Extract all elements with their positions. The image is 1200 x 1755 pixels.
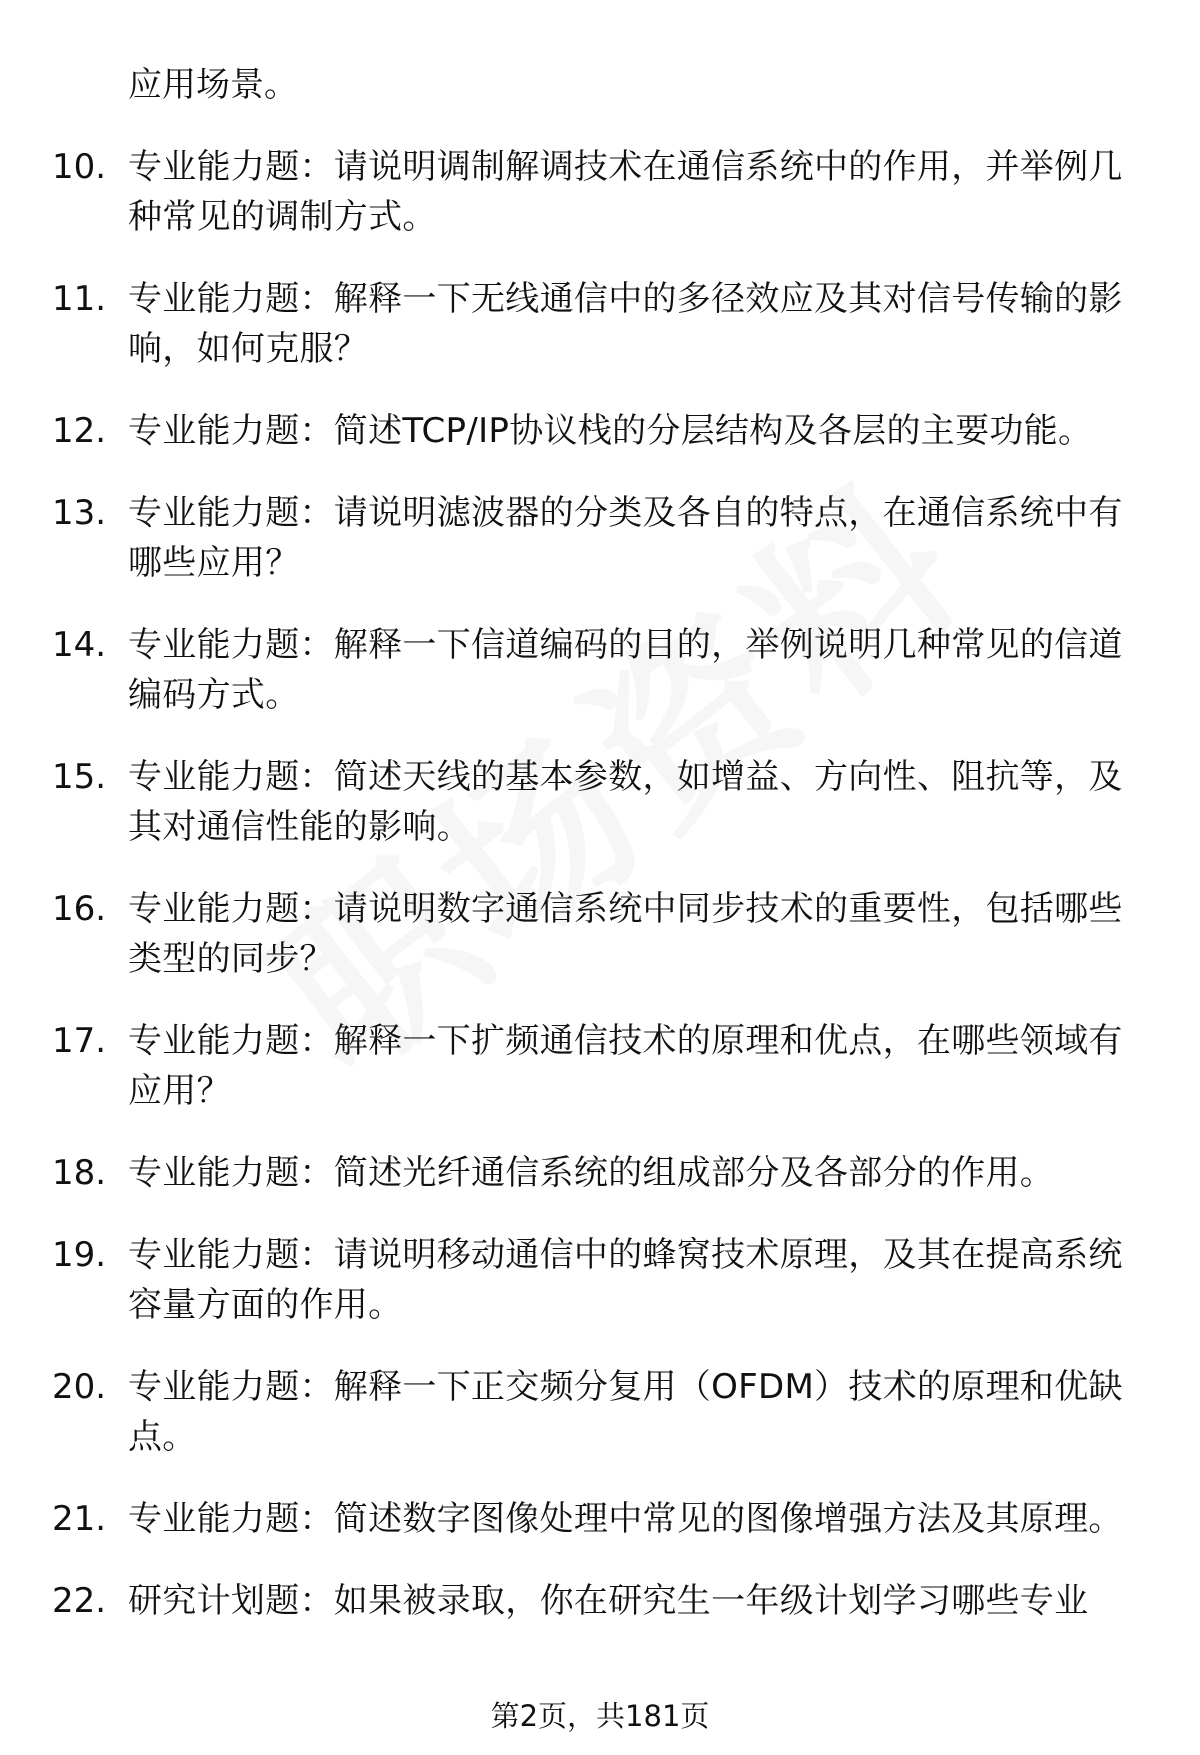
question-number: 16. — [52, 889, 107, 929]
question-text: 专业能力题：请说明调制解调技术在通信系统中的作用，并举例几种常见的调制方式。 — [128, 147, 1123, 237]
list-item — [0, 752, 1200, 852]
question-text: 研究计划题：如果被录取，你在研究生一年级计划学习哪些专业 — [128, 1581, 1089, 1621]
list-item — [0, 620, 1200, 720]
continuation-text: 应用场景。 — [128, 65, 298, 105]
list-item — [0, 274, 1200, 374]
question-text: 专业能力题：简述光纤通信系统的组成部分及各部分的作用。 — [128, 1153, 1055, 1193]
question-number: 19. — [52, 1235, 107, 1275]
list-item — [0, 884, 1200, 984]
list-item — [0, 1494, 1200, 1544]
question-number: 20. — [52, 1367, 107, 1407]
page-footer: 第2页，共181页 — [490, 1699, 710, 1733]
question-number: 14. — [52, 625, 107, 665]
question-text: 专业能力题：解释一下正交频分复用（OFDM）技术的原理和优缺点。 — [128, 1367, 1123, 1457]
question-list — [0, 142, 1200, 1658]
question-text: 专业能力题：解释一下扩频通信技术的原理和优点，在哪些领域有应用？ — [128, 1021, 1123, 1111]
question-number: 10. — [52, 147, 107, 187]
list-item — [0, 1362, 1200, 1462]
question-number: 21. — [52, 1499, 107, 1539]
question-text: 专业能力题：简述TCP/IP协议栈的分层结构及各层的主要功能。 — [128, 411, 1093, 451]
question-number: 18. — [52, 1153, 107, 1193]
question-text: 专业能力题：简述天线的基本参数，如增益、方向性、阻抗等，及其对通信性能的影响。 — [128, 757, 1123, 847]
list-item — [0, 1230, 1200, 1330]
list-item — [0, 488, 1200, 588]
question-number: 12. — [52, 411, 107, 451]
list-item — [0, 1576, 1200, 1626]
question-text: 专业能力题：解释一下无线通信中的多径效应及其对信号传输的影响，如何克服？ — [128, 279, 1123, 369]
question-number: 13. — [52, 493, 107, 533]
question-text: 专业能力题：请说明数字通信系统中同步技术的重要性，包括哪些类型的同步？ — [128, 889, 1123, 979]
list-item — [0, 406, 1200, 456]
question-number: 15. — [52, 757, 107, 797]
question-text: 专业能力题：请说明滤波器的分类及各自的特点，在通信系统中有哪些应用？ — [128, 493, 1123, 583]
question-text: 专业能力题：解释一下信道编码的目的，举例说明几种常见的信道编码方式。 — [128, 625, 1123, 715]
list-item — [0, 142, 1200, 242]
list-item — [0, 1148, 1200, 1198]
question-number: 22. — [52, 1581, 107, 1621]
question-number: 17. — [52, 1021, 107, 1061]
list-item — [0, 1016, 1200, 1116]
question-number: 11. — [52, 279, 107, 319]
question-text: 专业能力题：请说明移动通信中的蜂窝技术原理，及其在提高系统容量方面的作用。 — [128, 1235, 1123, 1325]
question-text: 专业能力题：简述数字图像处理中常见的图像增强方法及其原理。 — [128, 1499, 1123, 1539]
